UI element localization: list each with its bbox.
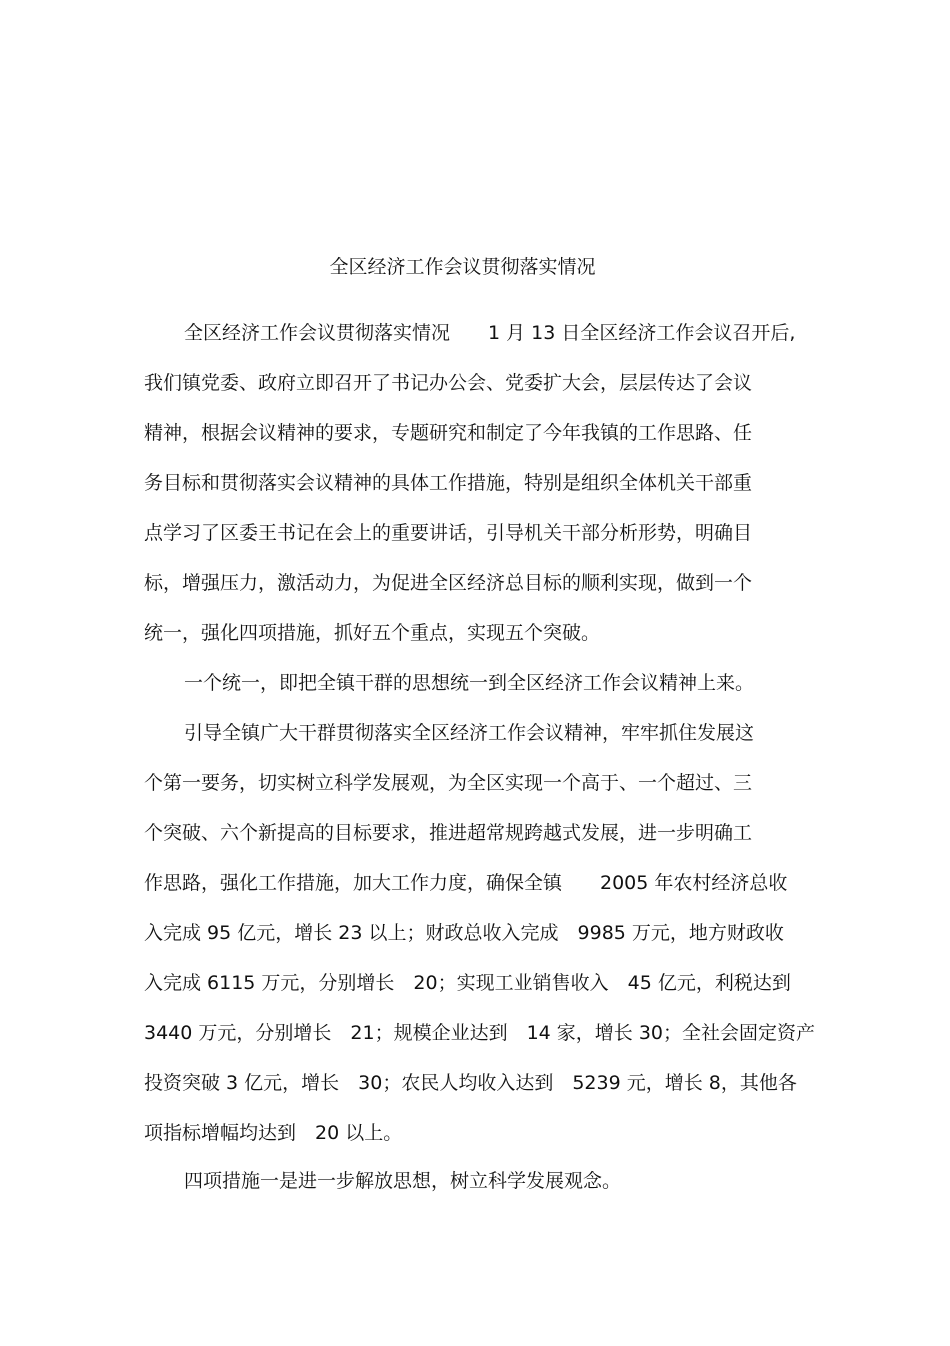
paragraph-line: 统一，强化四项措施，抓好五个重点，实现五个突破。: [144, 622, 601, 644]
paragraph-line: 个突破、六个新提高的目标要求，推进超常规跨越式发展，进一步明确工: [144, 822, 753, 844]
paragraph-line: 3440 万元，分别增长 21；规模企业达到 14 家，增长 30；全社会固定资产: [144, 1022, 816, 1044]
paragraph-line: 精神，根据会议精神的要求，专题研究和制定了今年我镇的工作思路、任: [144, 422, 753, 444]
paragraph-line: 一个统一，即把全镇干群的思想统一到全区经济工作会议精神上来。: [184, 672, 755, 694]
paragraph-line: 个第一要务，切实树立科学发展观，为全区实现一个高于、一个超过、三: [144, 772, 753, 794]
paragraph-line: 点学习了区委王书记在会上的重要讲话，引导机关干部分析形势，明确目: [144, 522, 753, 544]
paragraph-line: 全区经济工作会议贯彻落实情况 1 月 13 日全区经济工作会议召开后,: [184, 322, 796, 344]
paragraph-line: 入完成 95 亿元，增长 23 以上；财政总收入完成 9985 万元，地方财政收: [144, 922, 784, 944]
paragraph-line: 四项措施一是进一步解放思想，树立科学发展观念。: [184, 1170, 622, 1192]
paragraph-line: 作思路，强化工作措施，加大工作力度，确保全镇 2005 年农村经济总收: [144, 872, 788, 894]
paragraph-line: 我们镇党委、政府立即召开了书记办公会、党委扩大会，层层传达了会议: [144, 372, 753, 394]
paragraph-line: 项指标增幅均达到 20 以上。: [144, 1122, 403, 1144]
paragraph-line: 投资突破 3 亿元，增长 30；农民人均收入达到 5239 元，增长 8，其他各: [144, 1072, 797, 1094]
document-title: 全区经济工作会议贯彻落实情况: [329, 256, 596, 278]
paragraph-line: 入完成 6115 万元，分别增长 20；实现工业销售收入 45 亿元，利税达到: [144, 972, 791, 994]
paragraph-line: 务目标和贯彻落实会议精神的具体工作措施，特别是组织全体机关干部重: [144, 472, 753, 494]
paragraph-line: 标，增强压力，激活动力，为促进全区经济总目标的顺利实现，做到一个: [144, 572, 753, 594]
paragraph-line: 引导全镇广大干群贯彻落实全区经济工作会议精神，牢牢抓住发展这: [184, 722, 755, 744]
